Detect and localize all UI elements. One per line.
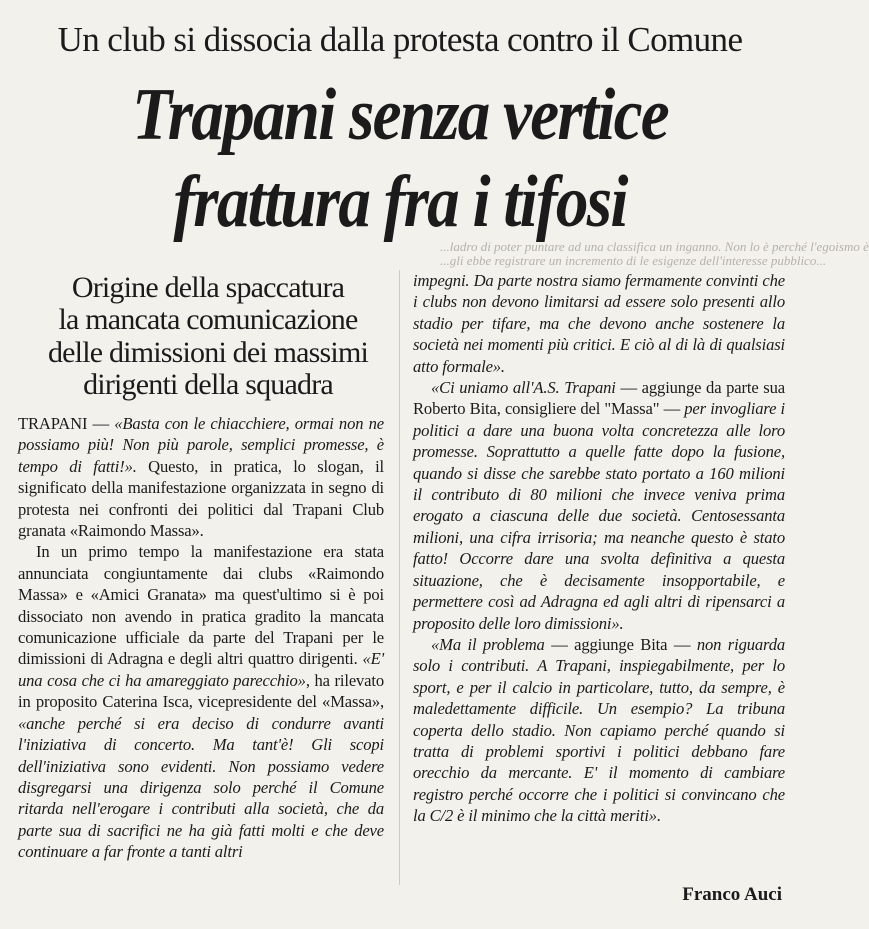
headline-line-1: Trapani senza vertice (132, 74, 668, 156)
author-byline: Franco Auci (682, 884, 782, 905)
body-column-left (18, 413, 384, 863)
body-column-right (413, 270, 785, 827)
headline-line-2: frattura fra i tifosi (173, 161, 627, 243)
paragraph: «Ma il problema — aggiunge Bita — non riguarda solo i contributi. A Trapani, inspiegabilmente, per lo sport, e per il calcio in particolare, tutto, da sempre, è maledettamente difficile. Un esempio? La tribuna coperta dello stadio. Non capiamo perché quando si tratta di problemi sportivi i politici debbano fare orecchio da mercante. E' il momento di cambiare registro perché occorre che i politici si convincano che la C/2 è il minimo che la città meriti». (413, 634, 785, 826)
subheadline: Origine della spaccatura la mancata comunicazione delle dimissioni dei massimi dirigenti della squadra (47, 271, 369, 402)
paragraph: In un primo tempo la manifestazione era stata annunciata congiuntamente dai clubs «Raimondo Massa» e «Amici Granata» ma quest'ultimo si è poi dissociato non avendo in pratica gradito la mancata comunicazione ufficiale da parte del Trapani per le dimissioni di Adragna e degli altri quattro dirigenti. «E' una cosa che ci ha amareggiato parecchio», ha rilevato in proposito Caterina Isca, vicepresidente del «Massa», «anche perché si era deciso di condurre avanti l'iniziativa di concerto. Ma tant'è! Gli scopi dell'iniziativa sono evidenti. Non possiamo vedere disgregarsi una dirigenza solo perché il Comune ritarda nell'erogare i contributi alla società, che da parte sua di sacrifici ne ha già fatti molti e che deve continuare a far fronte a tanti altri (18, 542, 385, 862)
column-divider (399, 270, 400, 885)
paragraph: impegni. Da parte nostra siamo fermamente convinti che i clubs non devono limitarsi ad essere solo presenti allo stadio per tifare, ma che devono anche sostenere la società nei momenti più critici. E ciò al di là di qualsiasi atto formale». (413, 271, 785, 376)
bleed-through-text: ...ladro di poter puntare ad una classifica un inganno. Non lo è perché l'egoismo è ...gli ebbe registrare un incremento di le esigenze dell'interesse pubblico... (440, 239, 869, 268)
kicker: Un club si dissocia dalla protesta contro il Comune (57, 20, 743, 59)
paragraph: TRAPANI — «Basta con le chiacchiere, ormai non ne possiamo più! Non più parole, semplici promesse, è tempo di fatti!». Questo, in pratica, lo slogan, il significato della manifestazione organizzata in segno di protesta nei confronti dei politici dal Trapani Club granata «Raimondo Massa». (18, 414, 384, 541)
paragraph: «Ci uniamo all'A.S. Trapani — aggiunge da parte sua Roberto Bita, consigliere del "Massa" — per invogliare i politici a dare una buona volta concretezza alle loro promesse. Soprattutto a quelle fatte dopo la fusione, quando si disse che sarebbe stato portato a 160 milioni il contributo di 80 milioni che invece veniva prima erogato a ciascuna delle due società. Centosessanta milioni, una cifra irrisoria; ma neanche questo è stato fatto! Occorre dare una svolta definitiva a questa situazione, che è decisamente insopportabile, e permettere così ad Adragna ed agli altri di ripensarci a proposito delle loro dimissioni». (413, 378, 785, 633)
